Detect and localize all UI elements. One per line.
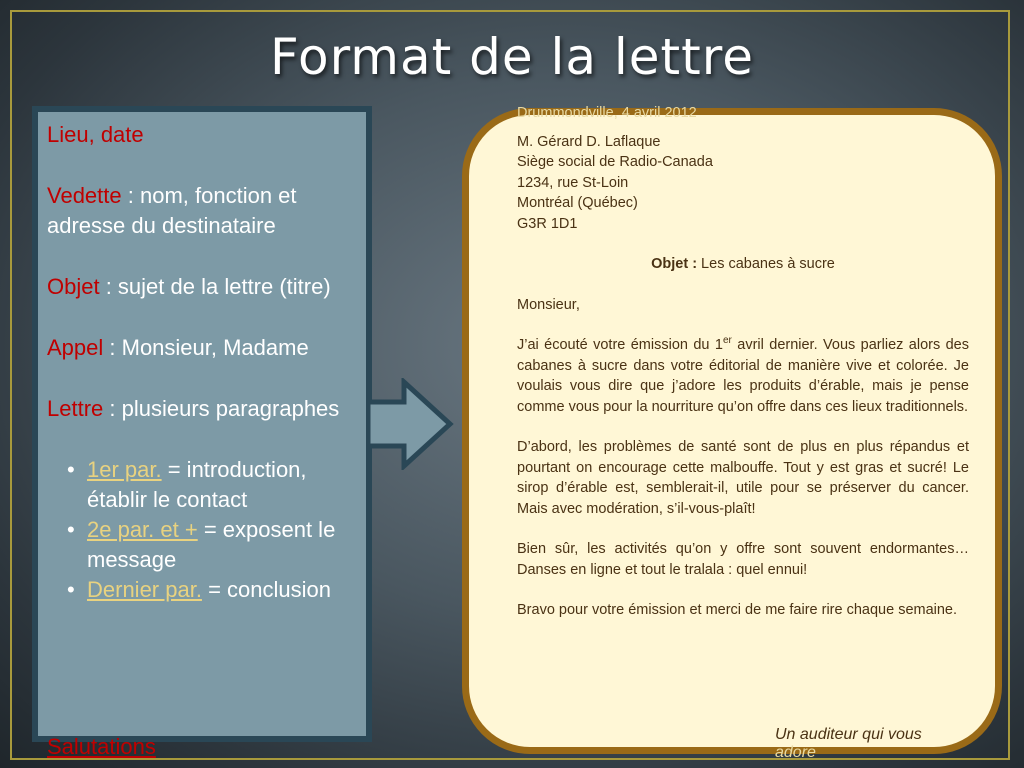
slide-title: Format de la lettre [270, 28, 754, 86]
vedette-item [47, 181, 367, 241]
signature-line-1: Un auditeur qui vous [775, 726, 922, 743]
bullet-item [87, 455, 367, 515]
bullet-link-1er-par[interactable]: 1er par. [87, 457, 162, 482]
signature-line-2: adore [775, 744, 816, 761]
lettre-text: : plusieurs paragraphes [103, 396, 340, 421]
bullet-item [87, 515, 367, 575]
recipient-line: 1234, rue St-Loin [517, 174, 629, 191]
letter-objet [517, 254, 969, 275]
p1-start: J’ai écouté votre émission du 1 [517, 337, 723, 353]
bullet-text: = introduction, établir le contact [87, 457, 307, 512]
letter-date-line: Drummondville, 4 avril 2012 [517, 105, 697, 121]
recipient-line: G3R 1D1 [517, 215, 578, 232]
bullet-item [87, 575, 367, 605]
recipient-line: Siège social de Radio-Canada [517, 154, 713, 170]
vedette-text: : nom, fonction et adresse du destinataire [47, 183, 297, 238]
p1-sup: er [722, 335, 732, 347]
appel-item [47, 333, 367, 363]
bullet-text: = conclusion [201, 577, 331, 602]
objet-text: : sujet de la lettre (titre) [99, 274, 331, 299]
right-arrow-icon [366, 378, 456, 470]
letter-body [517, 105, 969, 621]
recipient-line: Montréal (Québec) [517, 195, 638, 211]
objet-item [47, 272, 367, 302]
bullet-link-dernier-par[interactable]: Dernier par. [87, 577, 202, 602]
lieu-date-label: Lieu, date [47, 122, 144, 147]
format-outline-content [47, 120, 367, 605]
vedette-label: Vedette [47, 183, 122, 208]
letter-paragraph-3: Bien sûr, les activités qu’on y offre sont souvent endormantes… Danses en ligne et tout le tralala : quel ennui! [517, 541, 969, 578]
lettre-label: Lettre [47, 396, 104, 421]
letter-objet-text: Les cabanes à sucre [697, 256, 835, 272]
letter-paragraph-1 [517, 335, 969, 417]
salutations-label: Salutations [47, 734, 156, 759]
paragraph-bullets [47, 455, 367, 605]
recipient-line: M. Gérard D. Laflaque [517, 133, 661, 150]
letter-objet-label: Objet : [651, 256, 698, 272]
objet-label: Objet [47, 274, 100, 299]
appel-text: : Monsieur, Madame [103, 335, 309, 360]
p1-end: avril dernier. Vous parliez alors des cabanes à sucre dans votre éditorial de manière vive et colorée. Je voulais vous dire que j’adore les produits d’érable, mais je pense comme vous pour la nourriture qu’on offre dans ces lieux traditionnels. [517, 337, 969, 415]
lettre-item [47, 394, 367, 424]
bullet-link-2e-par[interactable]: 2e par. et + [87, 517, 198, 542]
letter-paragraph-4: Bravo pour votre émission et merci de me faire rire chaque semaine. [517, 602, 958, 618]
letter-signature [775, 726, 965, 762]
sample-letter-card [462, 105, 1002, 761]
letter-appel: Monsieur, [517, 296, 580, 313]
letter-paragraph-2: D’abord, les problèmes de santé sont de plus en plus répandus et pourtant on encourage cette malbouffe. Tout y est gras et sucré! Le sirop d’érable est, semblerait-il, utile pour se préserver du cancer. Mais avec modération, s’il-vous-plaît! [517, 439, 969, 517]
format-outline-box [32, 106, 372, 742]
bullet-text: = exposent le message [87, 517, 336, 572]
appel-label: Appel [47, 335, 104, 360]
